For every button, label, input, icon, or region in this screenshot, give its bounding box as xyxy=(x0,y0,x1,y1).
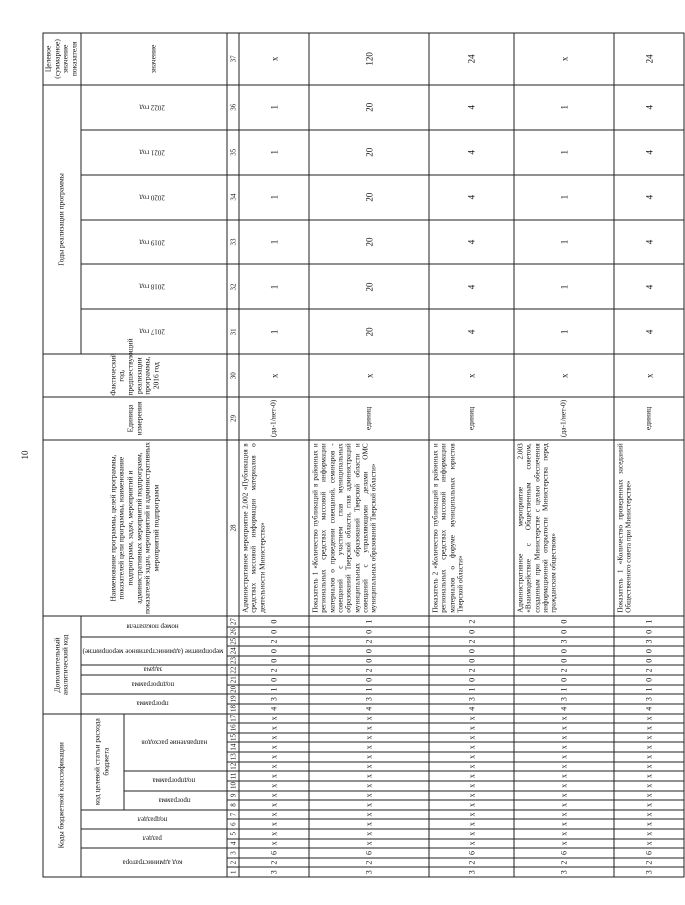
table-row xyxy=(429,33,514,877)
code-cell: х xyxy=(514,723,614,733)
code-cell: 0 xyxy=(429,646,514,656)
code-cell: 0 xyxy=(514,627,614,637)
code-cell: 4 xyxy=(309,704,429,714)
code-cell: х xyxy=(309,819,429,829)
column-number: 3 xyxy=(227,848,239,858)
column-number: 18 xyxy=(227,704,239,714)
unit-header: Единица измерения xyxy=(43,397,227,440)
code-cell: 1 xyxy=(309,616,429,627)
code-cell: 0 xyxy=(429,675,514,685)
code-cell: х xyxy=(514,742,614,752)
code-cell: 3 xyxy=(309,694,429,704)
name-header: Наименование программы, целей программы, показателей цели программы, наименование подпрограмм, задач, мероприятий и административных мероприятий подпрограмм, показателей задач, мероприятий и административных мероприятий подпрограмм xyxy=(43,440,227,616)
year-value-cell: 4 xyxy=(429,220,514,265)
code-cell: х xyxy=(309,714,429,724)
year-value-cell: 4 xyxy=(614,175,684,220)
year-value-cell: 20 xyxy=(309,85,429,130)
code-cell: 0 xyxy=(309,627,429,637)
code-cell: х xyxy=(429,714,514,724)
code-cell: 2 xyxy=(614,666,684,676)
code-cell: х xyxy=(429,839,514,849)
code-cell: х xyxy=(614,742,684,752)
fact-cell: х xyxy=(614,354,684,397)
year-value-cell: 1 xyxy=(514,309,614,354)
code-cell: х xyxy=(614,714,684,724)
code-cell: 1 xyxy=(239,685,309,695)
code-cell: х xyxy=(514,762,614,772)
column-number: 33 xyxy=(227,220,239,265)
code-cell: 4 xyxy=(239,704,309,714)
y2018-header: 2018 год xyxy=(81,264,228,309)
code-cell: 0 xyxy=(514,656,614,666)
code-cell: 2 xyxy=(429,637,514,647)
column-number: 14 xyxy=(227,742,239,752)
unit-cell: (да-1/нет-0) xyxy=(239,397,309,440)
code-cell: х xyxy=(309,733,429,743)
year-value-cell: 4 xyxy=(429,175,514,220)
column-number: 30 xyxy=(227,354,239,397)
code-cell: 2 xyxy=(239,637,309,647)
year-value-cell: 1 xyxy=(239,264,309,309)
code-cell: 0 xyxy=(239,656,309,666)
code-cell: 0 xyxy=(514,646,614,656)
budget-classification-header: Коды бюджетной классификации xyxy=(43,714,81,877)
code-cell: х xyxy=(514,791,614,801)
code-cell: х xyxy=(614,723,684,733)
code-cell: х xyxy=(309,800,429,810)
code-cell: х xyxy=(239,839,309,849)
code-cell: 2 xyxy=(309,858,429,868)
unit-cell: единиц xyxy=(614,397,684,440)
code-cell: х xyxy=(614,752,684,762)
code-cell: 3 xyxy=(239,694,309,704)
code-cell: 3 xyxy=(309,867,429,877)
code-cell: 0 xyxy=(309,675,429,685)
code-cell: х xyxy=(614,839,684,849)
value-header: значение xyxy=(81,33,228,85)
code-cell: х xyxy=(309,791,429,801)
column-number: 5 xyxy=(227,829,239,839)
code-cell: 2 xyxy=(309,637,429,647)
column-number: 11 xyxy=(227,771,239,781)
code-cell: 2 xyxy=(429,858,514,868)
code-cell: х xyxy=(614,810,684,820)
y2020-header: 2020 год xyxy=(81,175,228,220)
code-cell: х xyxy=(239,781,309,791)
code-cell: х xyxy=(309,810,429,820)
code-cell: 2 xyxy=(309,666,429,676)
year-value-cell: 4 xyxy=(614,130,684,175)
description-cell: Показатель 1 «Количество проведенных заседаний Общественного совета при Министерстве» xyxy=(614,440,684,616)
year-value-cell: 1 xyxy=(514,130,614,175)
code-cell: х xyxy=(309,839,429,849)
column-number-row xyxy=(227,33,239,877)
column-number: 17 xyxy=(227,714,239,724)
target-value-cell: 120 xyxy=(309,33,429,85)
unit-cell: единиц xyxy=(309,397,429,440)
code-cell: х xyxy=(239,819,309,829)
code-cell: 6 xyxy=(514,848,614,858)
column-number: 2 xyxy=(227,858,239,868)
section-header: раздел xyxy=(81,829,228,848)
code-cell: х xyxy=(614,829,684,839)
column-number: 20 xyxy=(227,685,239,695)
description-cell: Административное мероприятие 2.002 «Публикация в средствах массовой информации материалов о деятельности Министерства» xyxy=(239,440,309,616)
column-number: 15 xyxy=(227,733,239,743)
year-value-cell: 4 xyxy=(429,130,514,175)
column-number: 1 xyxy=(227,867,239,877)
code-cell: 2 xyxy=(429,616,514,627)
fact-cell: х xyxy=(309,354,429,397)
code-cell: 6 xyxy=(239,848,309,858)
column-number: 31 xyxy=(227,309,239,354)
code-cell: 0 xyxy=(614,646,684,656)
code-cell: 3 xyxy=(614,637,684,647)
code-cell: 0 xyxy=(514,675,614,685)
code-cell: х xyxy=(239,829,309,839)
code-cell: х xyxy=(429,733,514,743)
code-cell: 4 xyxy=(514,704,614,714)
code-cell: 6 xyxy=(614,848,684,858)
year-value-cell: 20 xyxy=(309,220,429,265)
code-cell: 2 xyxy=(514,666,614,676)
code-cell: 1 xyxy=(429,685,514,695)
column-number: 9 xyxy=(227,791,239,801)
code-cell: х xyxy=(239,791,309,801)
code-cell: х xyxy=(239,742,309,752)
code-cell: х xyxy=(429,810,514,820)
code-cell: х xyxy=(309,771,429,781)
column-number: 32 xyxy=(227,264,239,309)
column-number: 36 xyxy=(227,85,239,130)
code-cell: х xyxy=(239,800,309,810)
code-cell: х xyxy=(429,742,514,752)
year-value-cell: 20 xyxy=(309,130,429,175)
column-number: 21 xyxy=(227,675,239,685)
code-cell: 0 xyxy=(309,646,429,656)
table-row xyxy=(514,33,614,877)
column-number: 7 xyxy=(227,810,239,820)
code-cell: 1 xyxy=(614,616,684,627)
code-cell: х xyxy=(614,762,684,772)
column-number: 4 xyxy=(227,839,239,849)
code-cell: х xyxy=(614,819,684,829)
code-cell: х xyxy=(614,800,684,810)
direction-header: направление расходов xyxy=(124,714,227,772)
year-value-cell: 4 xyxy=(429,264,514,309)
code-cell: 6 xyxy=(309,848,429,858)
code-cell: 1 xyxy=(309,685,429,695)
year-value-cell: 1 xyxy=(514,175,614,220)
code-cell: 0 xyxy=(429,656,514,666)
additional-code-header: Дополнительный аналитический код xyxy=(43,616,81,713)
code-cell: х xyxy=(429,762,514,772)
year-value-cell: 4 xyxy=(614,85,684,130)
table-row xyxy=(614,33,684,877)
code-cell: х xyxy=(429,723,514,733)
code-cell: х xyxy=(429,819,514,829)
code-cell: 4 xyxy=(429,704,514,714)
year-value-cell: 4 xyxy=(614,264,684,309)
code-cell: х xyxy=(429,781,514,791)
code-cell: х xyxy=(309,742,429,752)
column-number: 27 xyxy=(227,616,239,627)
code-cell: 2 xyxy=(239,666,309,676)
column-number: 35 xyxy=(227,130,239,175)
code-cell: х xyxy=(429,800,514,810)
task-l-header: задача xyxy=(81,666,228,676)
year-value-cell: 1 xyxy=(514,85,614,130)
code-cell: х xyxy=(309,781,429,791)
year-value-cell: 1 xyxy=(239,220,309,265)
fact-cell: х xyxy=(239,354,309,397)
code-cell: х xyxy=(514,771,614,781)
years-header: Годы реализации программы xyxy=(43,85,81,354)
code-cell: х xyxy=(239,752,309,762)
page-number: 10 xyxy=(20,450,30,460)
program-l-header: программа xyxy=(81,694,228,713)
program-header: программа xyxy=(124,791,227,810)
admin-code-header: код администратора xyxy=(81,848,228,877)
code-cell: х xyxy=(429,752,514,762)
target-header: Целевое (суммарное) значение показателя xyxy=(43,33,81,85)
code-cell: 0 xyxy=(239,675,309,685)
code-cell: х xyxy=(239,723,309,733)
code-cell: х xyxy=(239,810,309,820)
column-number: 19 xyxy=(227,694,239,704)
code-cell: 3 xyxy=(614,867,684,877)
code-cell: х xyxy=(309,723,429,733)
code-cell: 0 xyxy=(429,627,514,637)
subsection-header: подраздел xyxy=(81,810,228,829)
code-cell: х xyxy=(514,714,614,724)
code-cell: х xyxy=(429,829,514,839)
code-cell: х xyxy=(514,839,614,849)
code-cell: х xyxy=(309,829,429,839)
code-cell: 0 xyxy=(614,627,684,637)
program-table xyxy=(43,33,685,878)
code-cell: х xyxy=(309,762,429,772)
code-cell: х xyxy=(614,771,684,781)
indicator-l-header: номер показателя xyxy=(81,616,228,636)
code-cell: х xyxy=(514,752,614,762)
code-cell: 4 xyxy=(614,704,684,714)
code-cell: 0 xyxy=(239,646,309,656)
column-number: 26 xyxy=(227,627,239,637)
target-article-header: код целевой статьи расхода бюджета xyxy=(81,714,124,810)
column-number: 34 xyxy=(227,175,239,220)
y2019-header: 2019 год xyxy=(81,220,228,265)
code-cell: 0 xyxy=(239,616,309,627)
code-cell: 2 xyxy=(239,858,309,868)
column-number: 37 xyxy=(227,33,239,85)
target-value-cell: х xyxy=(239,33,309,85)
column-number: 16 xyxy=(227,723,239,733)
code-cell: х xyxy=(429,771,514,781)
code-cell: 2 xyxy=(429,666,514,676)
column-number: 13 xyxy=(227,752,239,762)
code-cell: х xyxy=(514,819,614,829)
fact-cell: х xyxy=(514,354,614,397)
description-cell: Показатель 2 «Количество публикаций в районных и региональных средствах массовой информации материалов о форуме муниципальных юристов Тверской области» xyxy=(429,440,514,616)
code-cell: х xyxy=(239,733,309,743)
fact-year-header: Фактический год, предшествующий реализации программы, 2016 год xyxy=(43,354,227,397)
column-number: 25 xyxy=(227,637,239,647)
code-cell: х xyxy=(514,733,614,743)
code-cell: 0 xyxy=(309,656,429,666)
code-cell: 0 xyxy=(614,675,684,685)
y2017-header: 2017 год xyxy=(81,309,228,354)
code-cell: 0 xyxy=(614,656,684,666)
year-value-cell: 4 xyxy=(614,309,684,354)
code-cell: х xyxy=(514,800,614,810)
code-cell: 0 xyxy=(514,616,614,627)
description-cell: Показатель 1 «Количество публикаций в районных и региональных средствах массовой информации материалов о проведении совещаний, семинаров - совещаний с участием глав муниципальных образований Тверской области, глав администраций муниципальных образований Тверской области и совещаний с управляющими делами ОМС муниципальных образований Тверской области» xyxy=(309,440,429,616)
year-value-cell: 1 xyxy=(239,130,309,175)
year-value-cell: 4 xyxy=(429,309,514,354)
code-cell: 3 xyxy=(239,867,309,877)
code-cell: 3 xyxy=(514,637,614,647)
column-number: 23 xyxy=(227,656,239,666)
target-value-cell: х xyxy=(514,33,614,85)
column-number: 24 xyxy=(227,646,239,656)
table-row xyxy=(309,33,429,877)
year-value-cell: 1 xyxy=(239,175,309,220)
code-cell: 6 xyxy=(429,848,514,858)
column-number: 22 xyxy=(227,666,239,676)
subprogram-l-header: подпрограмма xyxy=(81,675,228,694)
code-cell: х xyxy=(239,771,309,781)
column-number: 29 xyxy=(227,397,239,440)
code-cell: 3 xyxy=(514,694,614,704)
target-value-cell: 24 xyxy=(614,33,684,85)
code-cell: 2 xyxy=(514,858,614,868)
column-number: 28 xyxy=(227,440,239,616)
code-cell: 2 xyxy=(614,858,684,868)
year-value-cell: 20 xyxy=(309,175,429,220)
code-cell: 3 xyxy=(429,867,514,877)
column-number: 10 xyxy=(227,781,239,791)
code-cell: х xyxy=(614,781,684,791)
code-cell: 3 xyxy=(514,867,614,877)
activity-l-header: мероприятие (административное мероприятие) xyxy=(81,637,228,666)
code-cell: 1 xyxy=(514,685,614,695)
code-cell: 3 xyxy=(614,694,684,704)
y2021-header: 2021 год xyxy=(81,130,228,175)
code-cell: х xyxy=(309,752,429,762)
code-cell: х xyxy=(614,733,684,743)
subprogram-header: подпрограмма xyxy=(124,771,227,790)
code-cell: 3 xyxy=(429,694,514,704)
year-value-cell: 20 xyxy=(309,264,429,309)
code-cell: х xyxy=(614,791,684,801)
code-cell: х xyxy=(429,791,514,801)
year-value-cell: 1 xyxy=(514,220,614,265)
year-value-cell: 20 xyxy=(309,309,429,354)
code-cell: 1 xyxy=(614,685,684,695)
code-cell: х xyxy=(514,781,614,791)
code-cell: х xyxy=(239,762,309,772)
year-value-cell: 1 xyxy=(239,309,309,354)
description-cell: Административное мероприятие 2.003 «Взаимодействие с Общественным советом, созданным при Министерстве с целью обеспечения информационной открытости Министерства перед гражданским обществом» xyxy=(514,440,614,616)
table-row xyxy=(239,33,309,877)
code-cell: 0 xyxy=(239,627,309,637)
document-sheet xyxy=(43,33,654,878)
year-value-cell: 4 xyxy=(614,220,684,265)
code-cell: х xyxy=(514,829,614,839)
year-value-cell: 4 xyxy=(429,85,514,130)
column-number: 8 xyxy=(227,800,239,810)
fact-cell: х xyxy=(429,354,514,397)
code-cell: х xyxy=(239,714,309,724)
target-value-cell: 24 xyxy=(429,33,514,85)
y2022-header: 2022 год xyxy=(81,85,228,130)
column-number: 12 xyxy=(227,762,239,772)
unit-cell: (да-1/нет-0) xyxy=(514,397,614,440)
year-value-cell: 1 xyxy=(239,85,309,130)
column-number: 6 xyxy=(227,819,239,829)
unit-cell: единиц xyxy=(429,397,514,440)
year-value-cell: 1 xyxy=(514,264,614,309)
code-cell: х xyxy=(514,810,614,820)
